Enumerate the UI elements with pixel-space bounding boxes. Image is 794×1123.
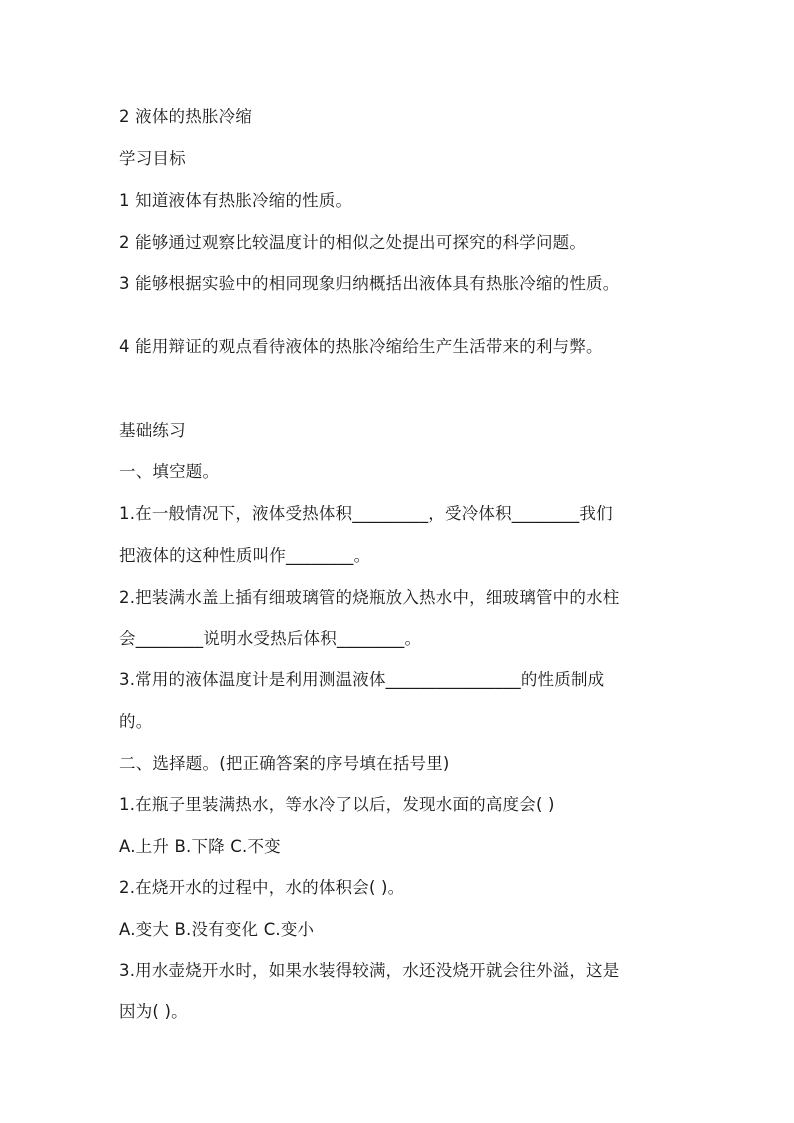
objective-item: 1 知道液体有热胀冷缩的性质。 <box>119 191 353 210</box>
lesson-title: 2 液体的热胀冷缩 <box>119 107 253 126</box>
fill-question-line: 把液体的这种性质叫作________。 <box>119 546 371 565</box>
practice-heading: 基础练习 <box>119 421 186 440</box>
objectives-heading: 学习目标 <box>119 149 186 168</box>
choice-question-line: 因为( )。 <box>119 1002 188 1021</box>
objective-item: 3 能够根据实验中的相同现象归纳概括出液体具有热胀冷缩的性质。 <box>119 274 620 293</box>
fill-section-heading: 一、填空题。 <box>119 462 220 481</box>
objective-item: 4 能用辩证的观点看待液体的热胀冷缩给生产生活带来的利与弊。 <box>119 337 603 356</box>
choice-question-line: 3.用水壶烧开水时，如果水装得较满，水还没烧开就会往外溢，这是 <box>119 961 620 980</box>
choice-question-line: 1.在瓶子里装满热水，等水冷了以后，发现水面的高度会( ) <box>119 795 555 814</box>
fill-question-line: 2.把装满水盖上插有细玻璃管的烧瓶放入热水中，细玻璃管中的水柱 <box>119 588 620 607</box>
fill-question-line: 会________说明水受热后体积________。 <box>119 629 422 648</box>
fill-question-line: 1.在一般情况下，液体受热体积_________，受冷体积________我们 <box>119 504 613 523</box>
choice-options-line: A.变大 B.没有变化 C.变小 <box>119 920 315 939</box>
objective-item: 2 能够通过观察比较温度计的相似之处提出可探究的科学问题。 <box>119 233 587 252</box>
choice-options-line: A.上升 B.下降 C.不变 <box>119 837 281 856</box>
fill-question-line: 3.常用的液体温度计是利用测温液体________________的性质制成 <box>119 670 605 689</box>
choice-section-heading: 二、选择题。(把正确答案的序号填在括号里) <box>119 754 450 773</box>
choice-question-line: 2.在烧开水的过程中，水的体积会( )。 <box>119 878 405 897</box>
fill-question-line: 的。 <box>119 712 153 731</box>
